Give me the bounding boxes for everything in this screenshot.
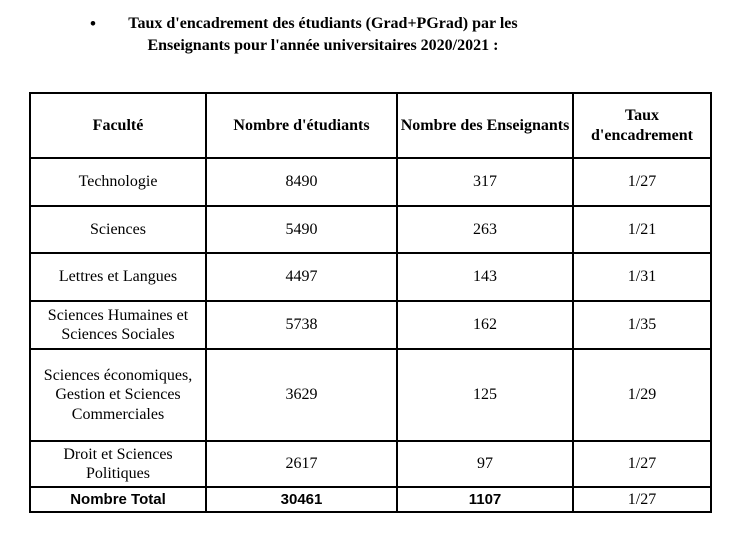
table-row	[30, 349, 711, 441]
col-header-taux: Taux d'encadrement	[573, 93, 711, 158]
title-text	[110, 13, 536, 58]
cell-faculte: Sciences Humaines et Sciences Sociales	[30, 301, 206, 349]
cell-total-taux: 1/27	[573, 487, 711, 512]
cell-etudiants: 5490	[206, 206, 397, 253]
title-line-2: Enseignants pour l'année universitaires 2020/2021 :	[147, 37, 499, 55]
cell-taux: 1/21	[573, 206, 711, 253]
cell-etudiants: 4497	[206, 253, 397, 301]
table-row	[30, 253, 711, 301]
cell-etudiants: 2617	[206, 441, 397, 487]
cell-enseignants: 143	[397, 253, 573, 301]
cell-faculte: Technologie	[30, 158, 206, 206]
cell-total-etudiants: 30461	[206, 487, 397, 512]
col-header-etudiants: Nombre d'étudiants	[206, 93, 397, 158]
cell-faculte: Droit et Sciences Politiques	[30, 441, 206, 487]
table-row	[30, 158, 711, 206]
cell-taux: 1/31	[573, 253, 711, 301]
cell-etudiants: 5738	[206, 301, 397, 349]
cell-total-enseignants: 1107	[397, 487, 573, 512]
table-header-row	[30, 93, 711, 158]
cell-etudiants: 8490	[206, 158, 397, 206]
table-row	[30, 206, 711, 253]
cell-faculte: Sciences économiques, Gestion et Sciences Commerciales	[30, 349, 206, 441]
cell-enseignants: 97	[397, 441, 573, 487]
table-row	[30, 441, 711, 487]
cell-total-label: Nombre Total	[30, 487, 206, 512]
cell-taux: 1/35	[573, 301, 711, 349]
col-header-faculte: Faculté	[30, 93, 206, 158]
cell-enseignants: 125	[397, 349, 573, 441]
cell-taux: 1/27	[573, 441, 711, 487]
cell-taux: 1/29	[573, 349, 711, 441]
cell-enseignants: 317	[397, 158, 573, 206]
title-line-1: Taux d'encadrement des étudiants (Grad+PGrad) par les	[128, 15, 518, 32]
cell-faculte: Lettres et Langues	[30, 253, 206, 301]
cell-faculte: Sciences	[30, 206, 206, 253]
table-row	[30, 301, 711, 349]
cell-enseignants: 263	[397, 206, 573, 253]
table-total-row	[30, 487, 711, 512]
bullet-icon: •	[90, 14, 96, 33]
document-title	[90, 13, 536, 58]
cell-etudiants: 3629	[206, 349, 397, 441]
encadrement-table	[29, 92, 712, 513]
cell-taux: 1/27	[573, 158, 711, 206]
cell-enseignants: 162	[397, 301, 573, 349]
col-header-enseignants: Nombre des Enseignants	[397, 93, 573, 158]
